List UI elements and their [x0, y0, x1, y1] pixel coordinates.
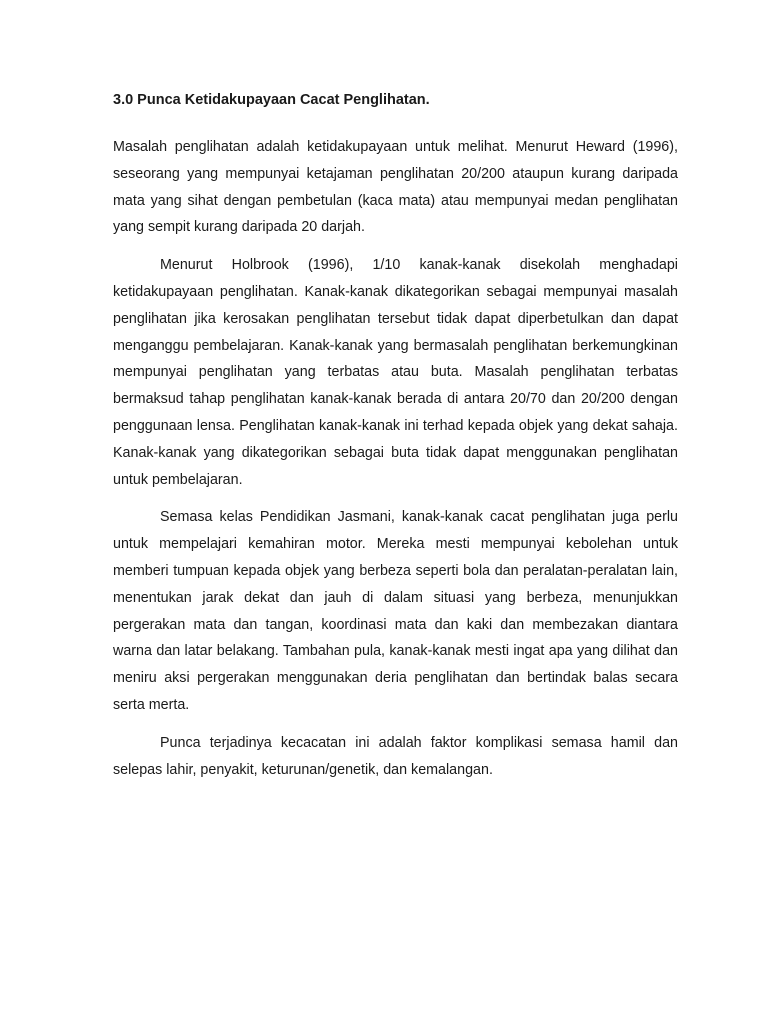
paragraph-3: Semasa kelas Pendidikan Jasmani, kanak-kanak cacat penglihatan juga perlu untuk mempelajari kemahiran motor. Mereka mesti mempunyai kebolehan untuk memberi tumpuan kepada objek yang berbeza seperti bola dan peralatan-peralatan lain, menentukan jarak dekat dan jauh di dalam situasi yang berbeza, menunjukkan pergerakan mata dan tangan, koordinasi mata dan kaki dan membezakan diantara warna dan latar belakang. Tambahan pula, kanak-kanak mesti ingat apa yang dilihat dan meniru aksi pergerakan menggunakan deria penglihatan dan bertindak balas secara serta merta.: [113, 509, 678, 713]
paragraph-4: Punca terjadinya kecacatan ini adalah faktor komplikasi semasa hamil dan selepas lahir, penyakit, keturunan/genetik, dan kemalangan.: [113, 734, 678, 778]
section-heading: 3.0 Punca Ketidakupayaan Cacat Penglihatan.: [113, 92, 430, 108]
paragraph-2: Menurut Holbrook (1996), 1/10 kanak-kanak disekolah menghadapi ketidakupayaan penglihatan. Kanak-kanak dikategorikan sebagai mempunyai masalah penglihatan jika kerosakan penglihatan tersebut tidak dapat diperbetulkan dan dapat menganggu pembelajaran. Kanak-kanak yang bermasalah penglihatan berkemungkinan mempunyai penglihatan yang terbatas atau buta. Masalah penglihatan terbatas bermaksud tahap penglihatan kanak-kanak berada di antara 20/70 dan 20/200 dengan penggunaan lensa. Penglihatan kanak-kanak ini terhad kepada objek yang dekat sahaja. Kanak-kanak yang dikategorikan sebagai buta tidak dapat menggunakan penglihatan untuk pembelajaran.: [113, 257, 678, 488]
paragraph-1: Masalah penglihatan adalah ketidakupayaan untuk melihat. Menurut Heward (1996), seseorang yang mempunyai ketajaman penglihatan 20/200 ataupun kurang daripada mata yang sihat dengan pembetulan (kaca mata) atau mempunyai medan penglihatan yang sempit kurang daripada 20 darjah.: [113, 139, 678, 236]
document-content: [113, 90, 678, 794]
